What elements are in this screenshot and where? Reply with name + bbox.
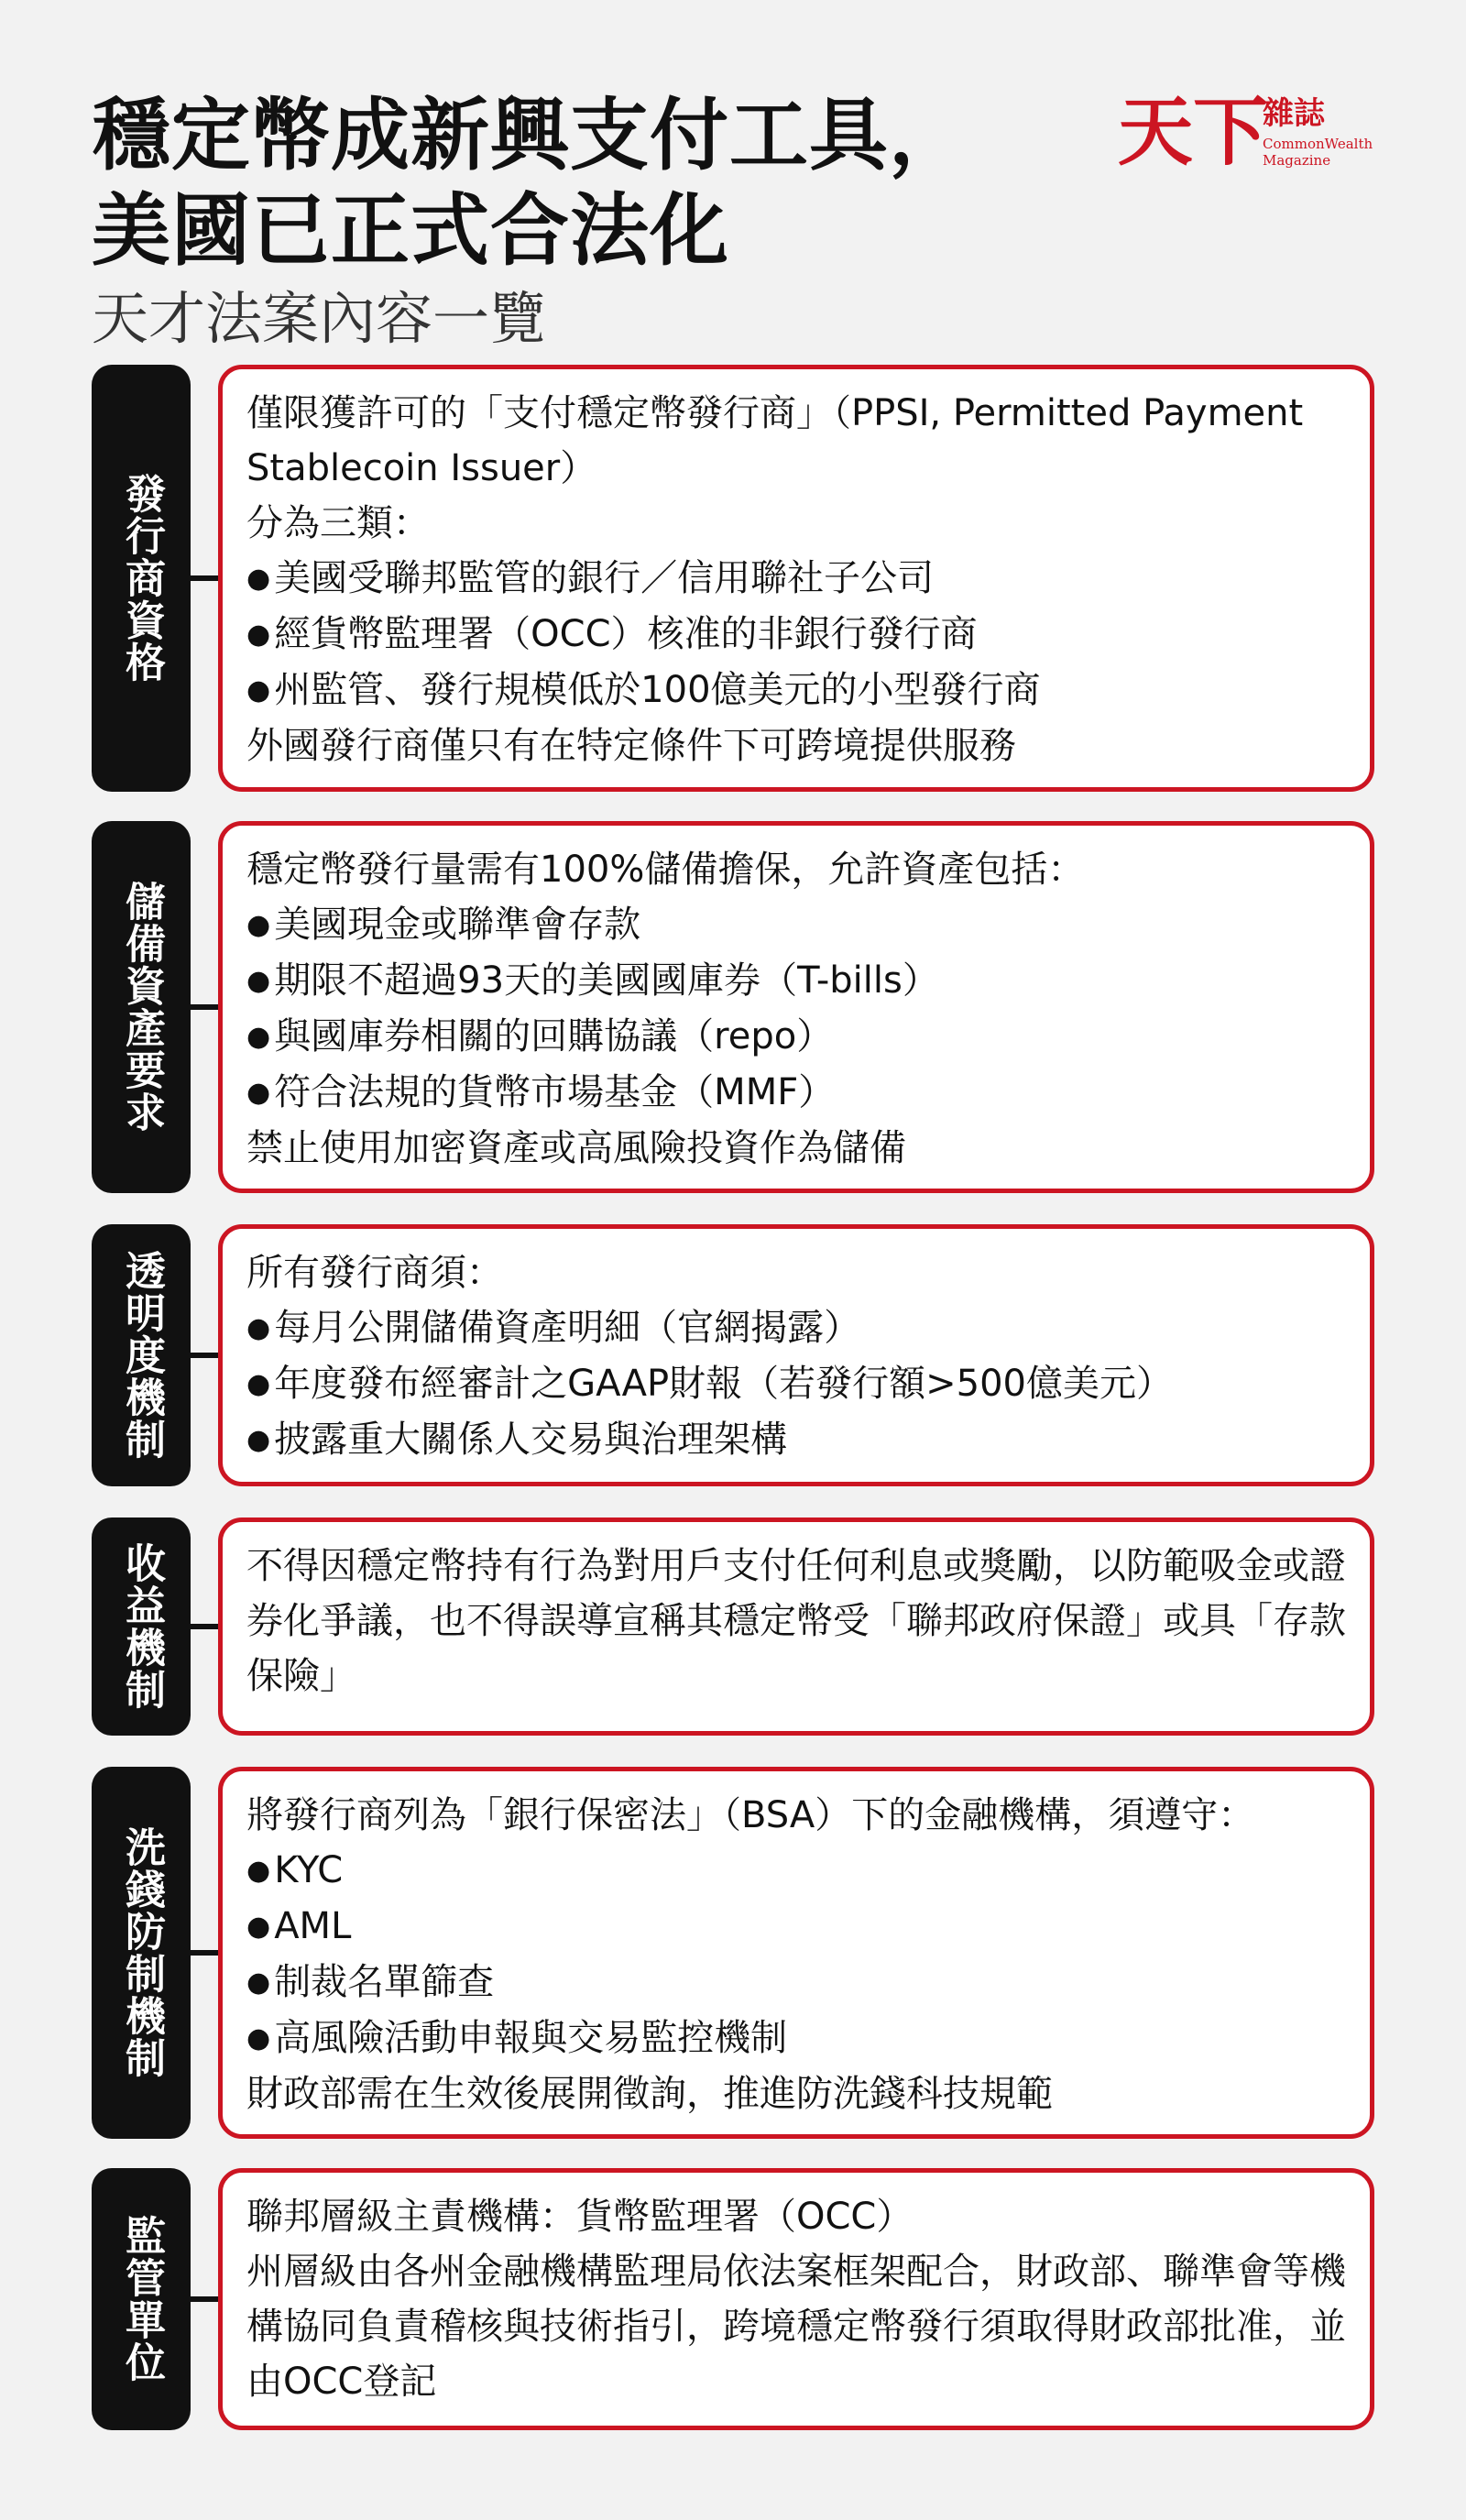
content-line: 禁止使用加密資產或高風險投資作為儲備 (246, 1127, 906, 1169)
page-subtitle: 天才法案內容一覽 (92, 285, 547, 352)
content-line: 不得因穩定幣持有行為對用戶支付任何利息或獎勵，以防範吸金或證券化爭議，也不得誤導宣稱其穩定幣受「聯邦政府保證」或具「存款保險」 (246, 1545, 1346, 1697)
content-line: 穩定幣發行量需有100%儲備擔保，允許資產包括： (246, 849, 1085, 891)
header (92, 88, 1393, 354)
connector-line (191, 1950, 218, 1956)
section-aml (92, 1767, 1374, 2139)
content-line: 外國發行商僅只有在特定條件下可跨境提供服務 (246, 725, 1016, 767)
section-label-text: 洗錢防制機制 (118, 1826, 165, 2079)
bullet-item: ● 州監管、發行規模低於100億美元的小型發行商 (246, 663, 1346, 718)
section-content-box (218, 365, 1374, 792)
bullet-item: ● 制裁名單篩查 (246, 1955, 1346, 2011)
section-content-box (218, 821, 1374, 1193)
bullet-item: ● 經貨幣監理署（OCC）核准的非銀行發行商 (246, 607, 1346, 663)
section-content-box (218, 2168, 1374, 2430)
connector-line (191, 575, 218, 581)
section-label (92, 821, 191, 1193)
section-label-text: 透明度機制 (118, 1250, 165, 1461)
content-line: 將發行商列為「銀行保密法」（BSA）下的金融機構，須遵守： (246, 1794, 1255, 1836)
content-line: 分為三類： (246, 502, 430, 544)
section-yield (92, 1517, 1374, 1736)
content-line: 聯邦層級主責機構：貨幣監理署（OCC） (246, 2196, 914, 2238)
logo-en-line-1: CommonWealth (1263, 136, 1373, 152)
connector-line (191, 1004, 218, 1010)
section-label-text: 儲備資產要求 (118, 881, 165, 1134)
section-label (92, 2168, 191, 2430)
content-line: 財政部需在生效後展開徵詢，推進防洗錢科技規範 (246, 2073, 1053, 2115)
title-line-1: 穩定幣成新興支付工具， (92, 90, 968, 181)
section-issuer-qualification (92, 365, 1374, 792)
bullet-item: ● 年度發布經審計之GAAP財報（若發行額>500億美元） (246, 1356, 1346, 1412)
connector-line (191, 1624, 218, 1629)
bullet-item: ● KYC (246, 1843, 1346, 1899)
section-label-text: 監管單位 (118, 2215, 165, 2383)
logo-zh-text: 雜誌 (1263, 95, 1325, 132)
section-transparency (92, 1224, 1374, 1486)
connector-line (191, 1353, 218, 1358)
commonwealth-logo (1118, 88, 1393, 180)
section-label (92, 1517, 191, 1736)
logo-en-text (1263, 136, 1373, 169)
logo-en-line-2: Magazine (1263, 152, 1331, 169)
logo-mark: 天下 (1118, 88, 1269, 176)
bullet-item: ● 期限不超過93天的美國國庫券（T-bills） (246, 953, 1346, 1009)
content-line: 僅限獲許可的「支付穩定幣發行商」（PPSI, Permitted Payment Stablecoin Issuer） (246, 392, 1304, 489)
section-label-text: 發行商資格 (118, 473, 165, 684)
bullet-item: ● 高風險活動申報與交易監控機制 (246, 2011, 1346, 2066)
bullet-item: ● 與國庫券相關的回購協議（repo） (246, 1009, 1346, 1065)
bullet-item: ● 符合法規的貨幣市場基金（MMF） (246, 1065, 1346, 1121)
section-label (92, 1767, 191, 2139)
title-line-2: 美國已正式合法化 (92, 185, 729, 277)
section-regulator (92, 2168, 1374, 2430)
bullet-item: ● 美國現金或聯準會存款 (246, 897, 1346, 953)
connector-line (191, 2296, 218, 2302)
bullet-item: ● 披露重大關係人交易與治理架構 (246, 1412, 1346, 1468)
content-line: 所有發行商須： (246, 1252, 503, 1294)
section-content-box (218, 1517, 1374, 1736)
section-content-box (218, 1224, 1374, 1486)
section-label (92, 365, 191, 792)
section-label (92, 1224, 191, 1486)
bullet-item: ● 每月公開儲備資產明細（官網揭露） (246, 1300, 1346, 1356)
section-reserve-requirements (92, 821, 1374, 1193)
content-line: 州層級由各州金融機構監理局依法案框架配合，財政部、聯準會等機構協同負責稽核與技術指引，跨境穩定幣發行須取得財政部批准，並由OCC登記 (246, 2251, 1346, 2403)
section-label-text: 收益機制 (118, 1542, 165, 1711)
section-content-box (218, 1767, 1374, 2139)
bullet-item: ● 美國受聯邦監管的銀行／信用聯社子公司 (246, 551, 1346, 607)
bullet-item: ● AML (246, 1899, 1346, 1955)
